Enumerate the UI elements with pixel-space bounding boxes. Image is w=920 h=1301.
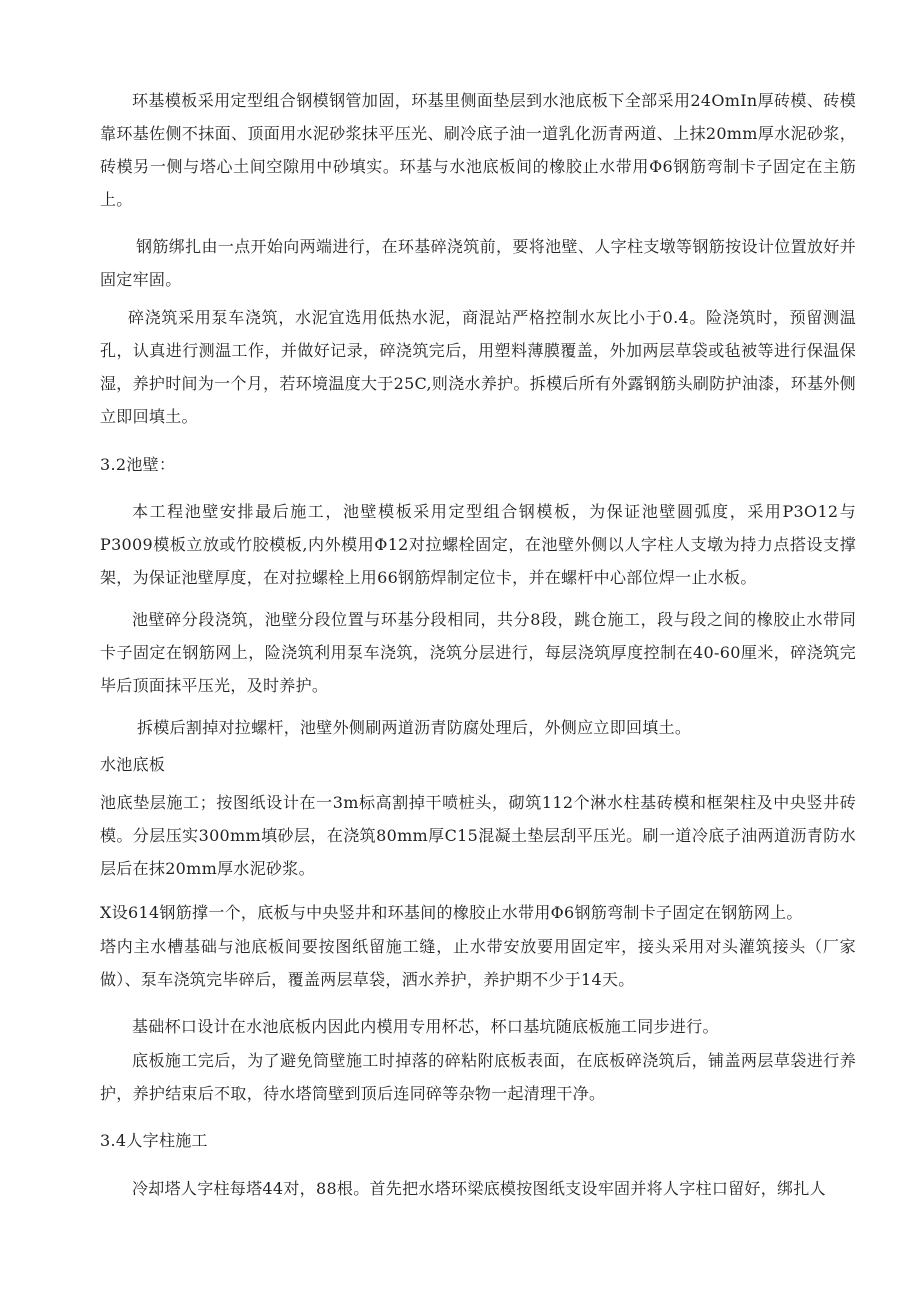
paragraph-cup-opening: 基础杯口设计在水池底板内因此内模用专用杯芯，杯口基坑随底板施工同步进行。 [132,1017,719,1036]
paragraph-pool-wall-pouring: 池壁碎分段浇筑，池壁分段位置与环基分段相同，共分8段，跳仓施工，段与段之间的橡胶止水带同卡子固定在钢筋网上，险浇筑利用泵车浇筑，浇筑分层进行，每层浇筑厚度控制在40-60厘米，碎浇筑完毕后顶面抹平压光，及时养护。 [100,610,856,695]
paragraph-concrete-pouring: 碎浇筑采用泵车浇筑，水泥宜选用低热水泥，商混站严格控制水灰比小于0.4。险浇筑时，预留测温孔，认真进行测温工作，并做好记录，碎浇筑完后，用塑料薄膜覆盖，外加两层草袋或毡被等进行保温保湿，养护时间为一个月，若环境温度大于25C,则浇水养护。拆模后所有外露钢筋头刷防护油漆，环基外侧立即回填土。 [100,308,856,426]
paragraph-pool-wall-formwork: 本工程池壁安排最后施工，池壁模板采用定型组合钢模板，为保证池壁圆弧度，采用P3O12与P3009模板立放或竹胶模板,内外模用Φ12对拉螺栓固定，在池壁外侧以人字柱人支墩为持力点搭设支撑架，为保证池壁厚度，在对拉螺栓上用66钢筋焊制定位卡，并在螺杆中心部位焊一止水板。 [100,502,856,587]
paragraph-water-trough: 塔内主水槽基础与池底板间要按图纸留施工缝，止水带安放要用固定牢，接头采用对头灌筑接头（厂家做）、泵车浇筑完毕碎后，覆盖两层草袋，洒水养护，养护期不少于14天。 [100,937,856,989]
paragraph-ring-foundation-formwork: 环基模板采用定型组合钢模钢管加固，环基里侧面垫层到水池底板下全部采用24OmIn厚砖模、砖模靠环基佐侧不抹面、顶面用水泥砂浆抹平压光、刷冷底子油一道乳化沥青两道、上抹20mm厚水泥砂浆，砖模另一侧与塔心土间空隙用中砂填实。环基与水池底板间的橡胶止水带用Φ6钢筋弯制卡子固定在主筋上。 [100,91,856,209]
section-heading-herringbone-column: 3.4人字柱施工 [100,1131,208,1150]
paragraph-bottom-curing: 底板施工完后，为了避免筒壁施工时掉落的碎粘附底板表面，在底板碎浇筑后，铺盖两层草袋进行养护，养护结束后不取，待水塔筒壁到顶后连同碎等杂物一起清理干净。 [100,1051,856,1103]
paragraph-form-removal: 拆模后割掉对拉螺杆，池壁外侧刷两道沥青防腐处理后，外侧应立即回填土。 [137,718,692,737]
paragraph-bottom-cushion: 池底垫层施工；按图纸设计在一3m标高割掉干喷桩头，砌筑112个淋水柱基砖模和框架柱及中央竖井砖模。分层压实300mm填砂层，在浇筑80mm厚C15混凝土垫层刮平压光。刷一道冷底子油两道沥青防水层后在抹20mm厚水泥砂浆。 [100,793,856,878]
paragraph-bottom-rebar: X设614钢筋撑一个，底板与中央竖井和环基间的橡胶止水带用Φ6钢筋弯制卡子固定在钢筋网上。 [100,903,803,922]
section-heading-pool-bottom: 水池底板 [100,755,166,774]
paragraph-rebar-binding: 钢筋绑扎由一点开始向两端进行，在环基碎浇筑前，要将池壁、人字柱支墩等钢筋按设计位置放好并固定牢固。 [100,237,856,289]
section-heading-pool-wall: 3.2池壁： [100,455,176,474]
paragraph-column-construction: 冷却塔人字柱每塔44对，88根。首先把水塔环梁底模按图纸支设牢固并将人字柱口留好，绑扎人 [132,1179,826,1198]
